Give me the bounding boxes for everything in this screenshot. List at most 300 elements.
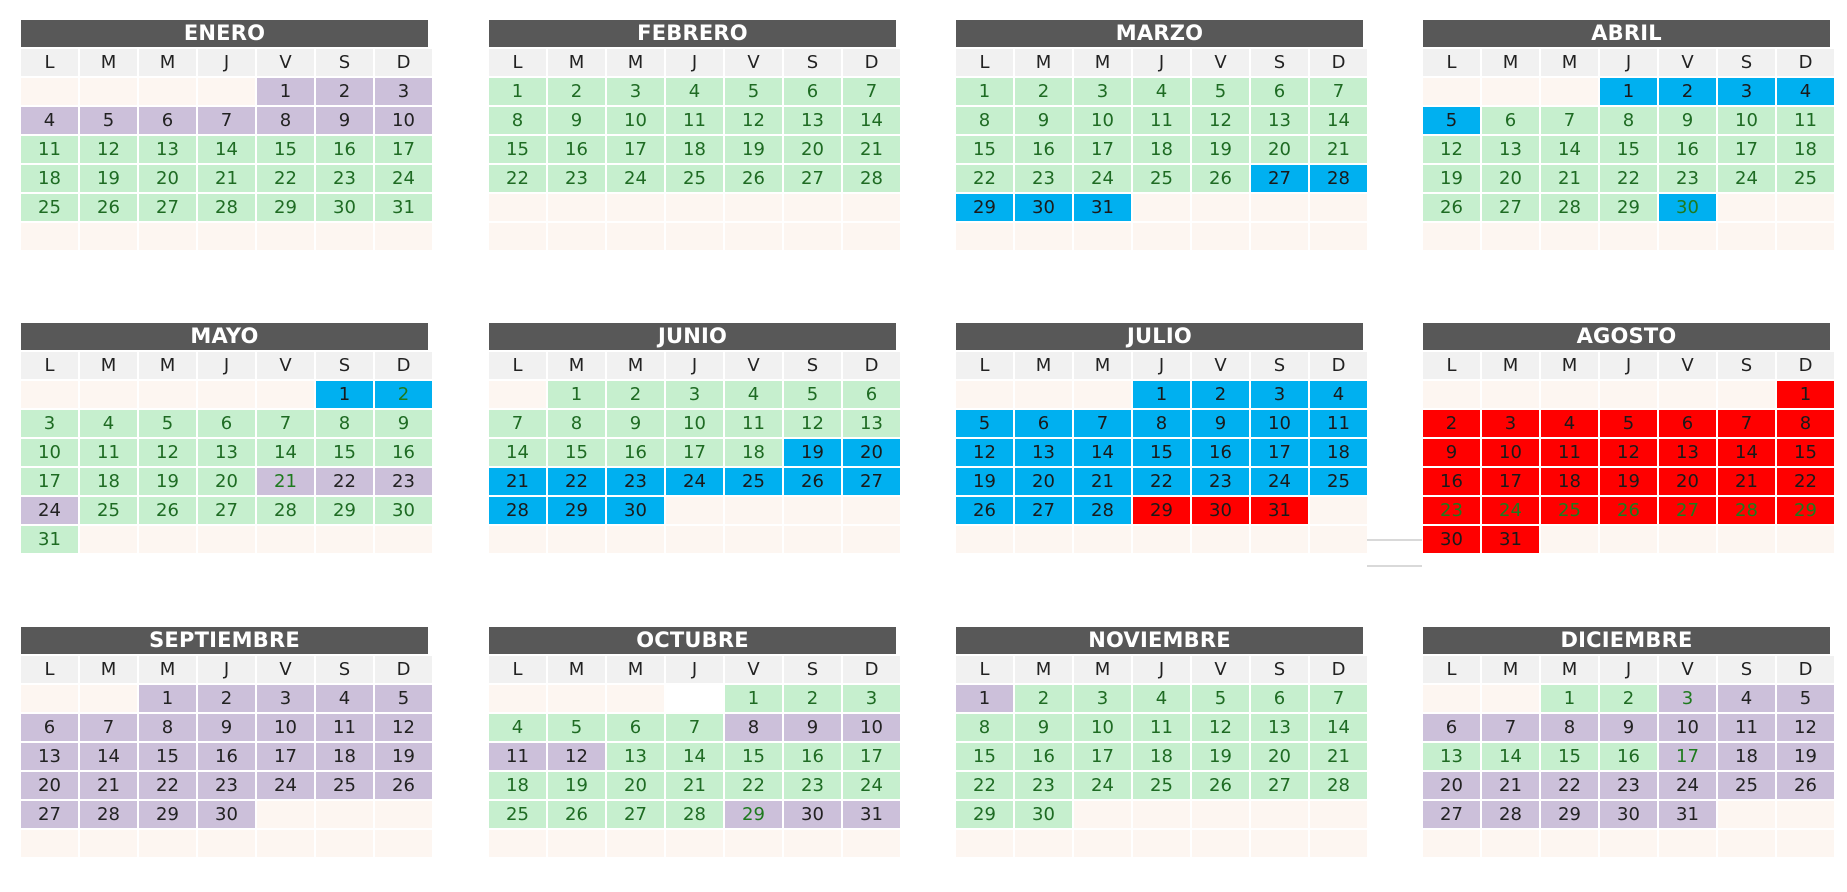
day-cell: 26 — [784, 468, 841, 495]
day-cell: 25 — [1777, 165, 1834, 192]
day-cell: 19 — [784, 439, 841, 466]
day-cell: 8 — [316, 410, 373, 437]
weekday-header: L — [1423, 49, 1480, 76]
weekday-header: V — [1192, 49, 1249, 76]
weekday-header: M — [80, 352, 137, 379]
day-cell: 23 — [1659, 165, 1716, 192]
day-cell: 5 — [1777, 685, 1834, 712]
julio-agosto-connector — [1367, 539, 1422, 567]
day-cell: 2 — [784, 685, 841, 712]
weekday-header: S — [1718, 49, 1775, 76]
day-cell: 17 — [1482, 468, 1539, 495]
weekday-header: L — [489, 49, 546, 76]
day-cell: 18 — [1133, 743, 1190, 770]
empty-cell — [1133, 526, 1190, 553]
day-cell: 17 — [21, 468, 78, 495]
day-cell: 26 — [1423, 194, 1480, 221]
day-cell: 19 — [1423, 165, 1480, 192]
empty-cell — [1718, 526, 1775, 553]
day-cell: 12 — [1600, 439, 1657, 466]
weekday-header: V — [257, 49, 314, 76]
day-cell: 1 — [316, 381, 373, 408]
day-cell: 28 — [489, 497, 546, 524]
day-cell: 15 — [548, 439, 605, 466]
empty-cell — [666, 685, 723, 712]
day-cell: 31 — [1482, 526, 1539, 553]
day-cell: 2 — [198, 685, 255, 712]
day-cell: 4 — [316, 685, 373, 712]
day-cell: 12 — [725, 107, 782, 134]
day-cell: 7 — [257, 410, 314, 437]
day-cell: 5 — [1192, 685, 1249, 712]
empty-cell — [607, 685, 664, 712]
weekday-header: J — [1600, 49, 1657, 76]
day-cell: 17 — [1659, 743, 1716, 770]
day-cell: 24 — [843, 772, 900, 799]
day-cell: 20 — [1015, 468, 1072, 495]
day-cell: 30 — [1659, 194, 1716, 221]
day-cell: 13 — [1482, 136, 1539, 163]
day-cell: 1 — [956, 685, 1013, 712]
day-cell: 7 — [489, 410, 546, 437]
empty-cell — [725, 223, 782, 250]
empty-cell — [1541, 223, 1598, 250]
empty-cell — [1074, 526, 1131, 553]
empty-cell — [1015, 223, 1072, 250]
weekday-header: M — [548, 656, 605, 683]
day-cell: 17 — [1074, 743, 1131, 770]
day-cell: 14 — [1482, 743, 1539, 770]
day-cell: 16 — [316, 136, 373, 163]
day-cell: 18 — [316, 743, 373, 770]
month-grid — [956, 656, 1363, 857]
day-cell: 22 — [139, 772, 196, 799]
weekday-header: M — [139, 49, 196, 76]
day-cell: 3 — [21, 410, 78, 437]
day-cell: 1 — [257, 78, 314, 105]
empty-cell — [1251, 223, 1308, 250]
empty-cell — [1133, 194, 1190, 221]
month-title: JULIO — [956, 323, 1363, 350]
weekday-header: S — [1718, 352, 1775, 379]
day-cell: 18 — [666, 136, 723, 163]
weekday-header: M — [607, 656, 664, 683]
day-cell: 11 — [80, 439, 137, 466]
empty-cell — [139, 381, 196, 408]
weekday-header: L — [956, 656, 1013, 683]
empty-cell — [316, 223, 373, 250]
empty-cell — [956, 830, 1013, 857]
day-cell: 30 — [1015, 801, 1072, 828]
day-cell: 3 — [666, 381, 723, 408]
day-cell: 4 — [1133, 78, 1190, 105]
day-cell: 27 — [1015, 497, 1072, 524]
weekday-header: M — [80, 656, 137, 683]
month-grid — [1423, 49, 1830, 250]
empty-cell — [1423, 685, 1480, 712]
day-cell: 11 — [489, 743, 546, 770]
day-cell: 15 — [489, 136, 546, 163]
day-cell: 16 — [1015, 743, 1072, 770]
weekday-header: M — [1074, 49, 1131, 76]
day-cell: 25 — [80, 497, 137, 524]
empty-cell — [1310, 194, 1367, 221]
day-cell: 15 — [1133, 439, 1190, 466]
day-cell: 14 — [666, 743, 723, 770]
day-cell: 18 — [1541, 468, 1598, 495]
day-cell: 19 — [725, 136, 782, 163]
day-cell: 13 — [1015, 439, 1072, 466]
day-cell: 4 — [489, 714, 546, 741]
day-cell: 23 — [198, 772, 255, 799]
empty-cell — [548, 830, 605, 857]
day-cell: 24 — [1074, 165, 1131, 192]
weekday-header: D — [843, 352, 900, 379]
empty-cell — [843, 497, 900, 524]
weekday-header: D — [1310, 352, 1367, 379]
day-cell: 11 — [1777, 107, 1834, 134]
day-cell: 9 — [198, 714, 255, 741]
empty-cell — [548, 685, 605, 712]
empty-cell — [1777, 830, 1834, 857]
empty-cell — [725, 194, 782, 221]
weekday-header: J — [198, 656, 255, 683]
day-cell: 17 — [843, 743, 900, 770]
month-octubre — [489, 627, 896, 857]
day-cell: 21 — [80, 772, 137, 799]
day-cell: 11 — [666, 107, 723, 134]
month-grid — [21, 352, 428, 553]
day-cell: 3 — [375, 78, 432, 105]
day-cell: 11 — [316, 714, 373, 741]
day-cell: 10 — [607, 107, 664, 134]
day-cell: 18 — [1718, 743, 1775, 770]
day-cell: 3 — [1482, 410, 1539, 437]
day-cell: 12 — [956, 439, 1013, 466]
weekday-header: V — [1659, 49, 1716, 76]
month-grid — [956, 352, 1363, 553]
day-cell: 17 — [607, 136, 664, 163]
day-cell: 6 — [1251, 78, 1308, 105]
day-cell: 17 — [257, 743, 314, 770]
day-cell: 8 — [257, 107, 314, 134]
empty-cell — [1541, 526, 1598, 553]
day-cell: 25 — [21, 194, 78, 221]
day-cell: 9 — [548, 107, 605, 134]
empty-cell — [1310, 801, 1367, 828]
day-cell: 12 — [1423, 136, 1480, 163]
day-cell: 15 — [316, 439, 373, 466]
day-cell: 24 — [257, 772, 314, 799]
empty-cell — [1541, 78, 1598, 105]
month-grid — [21, 49, 428, 250]
weekday-header: D — [1777, 656, 1834, 683]
empty-cell — [21, 78, 78, 105]
day-cell: 5 — [1192, 78, 1249, 105]
day-cell: 13 — [21, 743, 78, 770]
day-cell: 29 — [257, 194, 314, 221]
day-cell: 7 — [666, 714, 723, 741]
empty-cell — [1718, 830, 1775, 857]
weekday-header: M — [1015, 656, 1072, 683]
day-cell: 18 — [1777, 136, 1834, 163]
day-cell: 14 — [1541, 136, 1598, 163]
day-cell: 4 — [1541, 410, 1598, 437]
empty-cell — [666, 223, 723, 250]
day-cell: 28 — [1074, 497, 1131, 524]
empty-cell — [1482, 381, 1539, 408]
empty-cell — [1777, 223, 1834, 250]
day-cell: 19 — [1192, 136, 1249, 163]
day-cell: 21 — [257, 468, 314, 495]
day-cell: 19 — [139, 468, 196, 495]
day-cell: 25 — [1133, 772, 1190, 799]
month-enero — [21, 20, 428, 250]
day-cell: 25 — [666, 165, 723, 192]
month-julio — [956, 323, 1363, 553]
weekday-header: M — [1482, 49, 1539, 76]
empty-cell — [316, 830, 373, 857]
month-marzo — [956, 20, 1363, 250]
empty-cell — [725, 830, 782, 857]
day-cell: 31 — [21, 526, 78, 553]
day-cell: 5 — [725, 78, 782, 105]
day-cell: 15 — [725, 743, 782, 770]
day-cell: 16 — [375, 439, 432, 466]
day-cell: 2 — [316, 78, 373, 105]
empty-cell — [1718, 801, 1775, 828]
empty-cell — [375, 526, 432, 553]
day-cell: 19 — [1777, 743, 1834, 770]
empty-cell — [1777, 194, 1834, 221]
day-cell: 18 — [21, 165, 78, 192]
day-cell: 20 — [1251, 743, 1308, 770]
day-cell: 6 — [1659, 410, 1716, 437]
day-cell: 10 — [257, 714, 314, 741]
day-cell: 21 — [1310, 743, 1367, 770]
day-cell: 22 — [489, 165, 546, 192]
day-cell: 23 — [1192, 468, 1249, 495]
day-cell: 26 — [725, 165, 782, 192]
day-cell: 19 — [80, 165, 137, 192]
day-cell: 15 — [1541, 743, 1598, 770]
weekday-header: V — [1192, 656, 1249, 683]
day-cell: 16 — [1600, 743, 1657, 770]
empty-cell — [257, 223, 314, 250]
day-cell: 23 — [375, 468, 432, 495]
empty-cell — [1600, 526, 1657, 553]
day-cell: 25 — [489, 801, 546, 828]
day-cell: 16 — [1015, 136, 1072, 163]
weekday-header: S — [1718, 656, 1775, 683]
day-cell: 16 — [1659, 136, 1716, 163]
day-cell: 15 — [956, 743, 1013, 770]
empty-cell — [21, 830, 78, 857]
day-cell: 1 — [548, 381, 605, 408]
day-cell: 23 — [607, 468, 664, 495]
day-cell: 4 — [1310, 381, 1367, 408]
day-cell: 16 — [1192, 439, 1249, 466]
empty-cell — [257, 381, 314, 408]
empty-cell — [80, 685, 137, 712]
day-cell: 27 — [1251, 772, 1308, 799]
month-mayo — [21, 323, 428, 553]
weekday-header: D — [1310, 49, 1367, 76]
day-cell: 1 — [725, 685, 782, 712]
day-cell: 16 — [198, 743, 255, 770]
day-cell: 7 — [1310, 78, 1367, 105]
day-cell: 19 — [956, 468, 1013, 495]
empty-cell — [725, 526, 782, 553]
empty-cell — [784, 223, 841, 250]
empty-cell — [784, 497, 841, 524]
day-cell: 22 — [548, 468, 605, 495]
month-title: JUNIO — [489, 323, 896, 350]
day-cell: 29 — [316, 497, 373, 524]
day-cell: 20 — [1482, 165, 1539, 192]
day-cell: 9 — [375, 410, 432, 437]
day-cell: 30 — [607, 497, 664, 524]
day-cell: 26 — [956, 497, 1013, 524]
day-cell: 3 — [607, 78, 664, 105]
day-cell: 22 — [257, 165, 314, 192]
weekday-header: J — [198, 352, 255, 379]
day-cell: 10 — [1074, 714, 1131, 741]
day-cell: 2 — [1192, 381, 1249, 408]
day-cell: 23 — [1015, 772, 1072, 799]
day-cell: 8 — [956, 714, 1013, 741]
day-cell: 13 — [843, 410, 900, 437]
weekday-header: M — [607, 352, 664, 379]
empty-cell — [139, 78, 196, 105]
weekday-header: L — [21, 49, 78, 76]
day-cell: 22 — [316, 468, 373, 495]
day-cell: 6 — [21, 714, 78, 741]
empty-cell — [843, 194, 900, 221]
empty-cell — [607, 194, 664, 221]
day-cell: 12 — [80, 136, 137, 163]
day-cell: 25 — [316, 772, 373, 799]
day-cell: 1 — [139, 685, 196, 712]
empty-cell — [316, 801, 373, 828]
weekday-header: M — [1541, 49, 1598, 76]
day-cell: 7 — [80, 714, 137, 741]
weekday-header: M — [1541, 656, 1598, 683]
day-cell: 14 — [843, 107, 900, 134]
day-cell: 20 — [843, 439, 900, 466]
empty-cell — [1074, 830, 1131, 857]
empty-cell — [139, 526, 196, 553]
empty-cell — [1482, 685, 1539, 712]
empty-cell — [1310, 223, 1367, 250]
day-cell: 23 — [1015, 165, 1072, 192]
weekday-header: J — [1133, 352, 1190, 379]
day-cell: 16 — [607, 439, 664, 466]
day-cell: 31 — [375, 194, 432, 221]
month-noviembre — [956, 627, 1363, 857]
day-cell: 22 — [725, 772, 782, 799]
day-cell: 18 — [1310, 439, 1367, 466]
day-cell: 18 — [1133, 136, 1190, 163]
empty-cell — [80, 78, 137, 105]
day-cell: 14 — [1310, 714, 1367, 741]
day-cell: 12 — [784, 410, 841, 437]
empty-cell — [666, 526, 723, 553]
day-cell: 30 — [198, 801, 255, 828]
day-cell: 8 — [956, 107, 1013, 134]
day-cell: 9 — [1015, 714, 1072, 741]
day-cell: 13 — [198, 439, 255, 466]
day-cell: 24 — [375, 165, 432, 192]
empty-cell — [489, 685, 546, 712]
day-cell: 29 — [1777, 497, 1834, 524]
empty-cell — [666, 194, 723, 221]
empty-cell — [198, 830, 255, 857]
day-cell: 27 — [1423, 801, 1480, 828]
day-cell: 21 — [1541, 165, 1598, 192]
weekday-header: J — [1133, 49, 1190, 76]
day-cell: 18 — [489, 772, 546, 799]
day-cell: 27 — [198, 497, 255, 524]
weekday-header: V — [725, 352, 782, 379]
day-cell: 27 — [607, 801, 664, 828]
empty-cell — [1074, 223, 1131, 250]
day-cell: 23 — [548, 165, 605, 192]
day-cell: 4 — [1133, 685, 1190, 712]
empty-cell — [1133, 801, 1190, 828]
empty-cell — [198, 526, 255, 553]
day-cell: 3 — [843, 685, 900, 712]
month-title: MAYO — [21, 323, 428, 350]
day-cell: 3 — [1659, 685, 1716, 712]
weekday-header: L — [21, 656, 78, 683]
day-cell: 23 — [316, 165, 373, 192]
day-cell: 27 — [139, 194, 196, 221]
day-cell: 9 — [1600, 714, 1657, 741]
day-cell: 1 — [1133, 381, 1190, 408]
empty-cell — [1310, 497, 1367, 524]
day-cell: 20 — [139, 165, 196, 192]
empty-cell — [139, 223, 196, 250]
day-cell: 2 — [607, 381, 664, 408]
day-cell: 12 — [139, 439, 196, 466]
day-cell: 21 — [198, 165, 255, 192]
empty-cell — [80, 223, 137, 250]
weekday-header: S — [784, 656, 841, 683]
day-cell: 21 — [843, 136, 900, 163]
empty-cell — [956, 381, 1013, 408]
empty-cell — [1600, 223, 1657, 250]
weekday-header: S — [1251, 49, 1308, 76]
weekday-header: L — [489, 352, 546, 379]
day-cell: 31 — [1659, 801, 1716, 828]
day-cell: 6 — [784, 78, 841, 105]
weekday-header: M — [1074, 656, 1131, 683]
weekday-header: M — [1541, 352, 1598, 379]
day-cell: 20 — [21, 772, 78, 799]
weekday-header: M — [1015, 352, 1072, 379]
empty-cell — [375, 801, 432, 828]
empty-cell — [489, 830, 546, 857]
empty-cell — [489, 526, 546, 553]
day-cell: 20 — [1659, 468, 1716, 495]
weekday-header: J — [1133, 656, 1190, 683]
empty-cell — [1251, 830, 1308, 857]
day-cell: 17 — [375, 136, 432, 163]
day-cell: 28 — [1718, 497, 1775, 524]
weekday-header: M — [1074, 352, 1131, 379]
day-cell: 21 — [1074, 468, 1131, 495]
